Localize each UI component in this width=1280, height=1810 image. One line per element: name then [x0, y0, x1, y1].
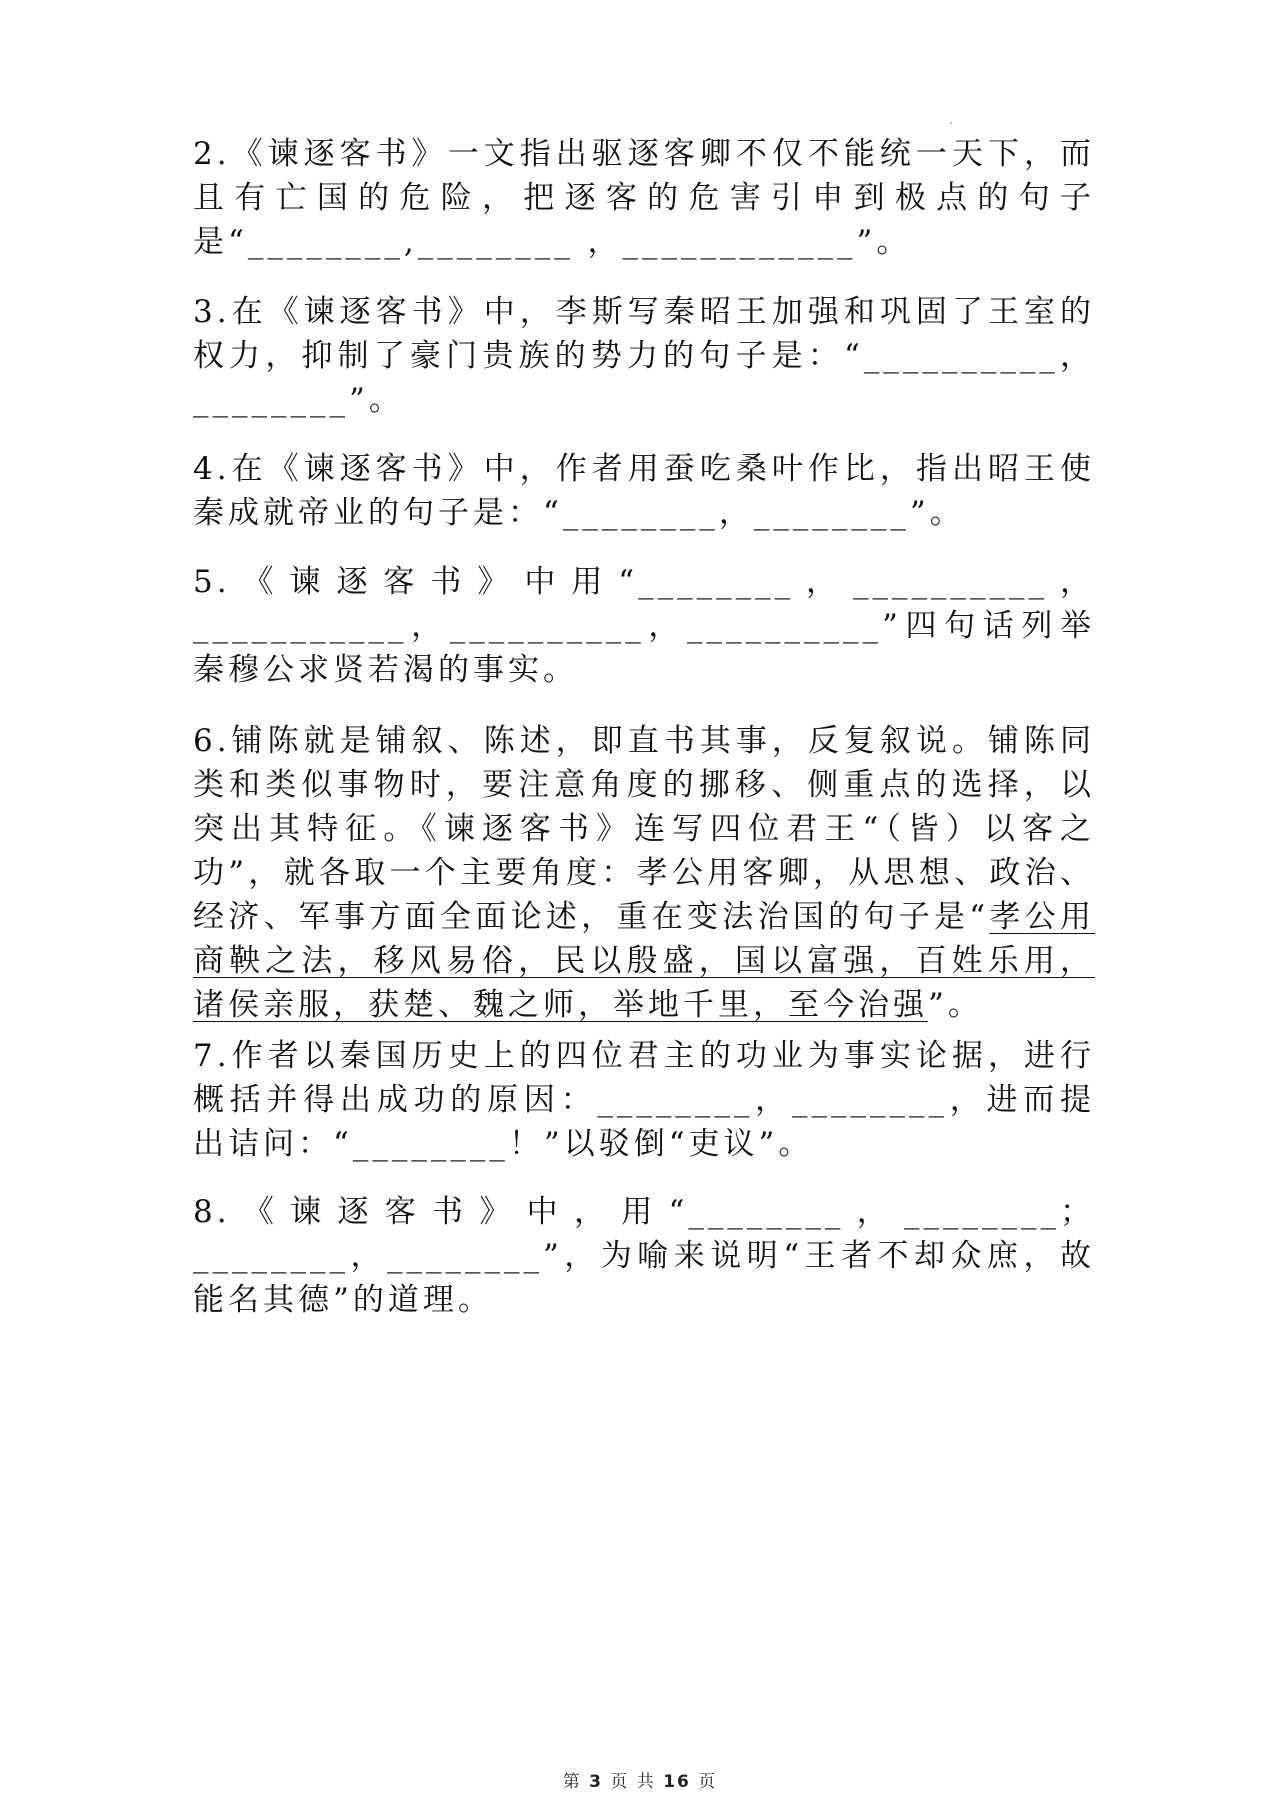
question-5: 5.《谏逐客书》中用“________，__________，___________，__________，__________”四句话列举秦穆公求贤若渴的事实。 [193, 564, 1095, 688]
question-6-answer: 孝公用商鞅之法，移风易俗，民以殷盛，国以富强，百姓乐用，诸侯亲服，获楚、魏之师，举地千里，至今治强 [193, 899, 1095, 1023]
question-7: 7.作者以秦国历史上的四位君主的功业为事实论据，进行概括并得出成功的原因：________，________，进而提出诘问：“________！”以驳倒“吏议”。 [193, 1038, 1095, 1162]
footer-prefix: 第 [562, 1772, 582, 1792]
question-6 [193, 719, 1095, 1027]
page-footer [0, 1767, 1280, 1792]
question-6-text: 6.铺陈就是铺叙、陈述，即直书其事，反复叙说。铺陈同类和类似事物时，要注意角度的挪移、侧重点的选择，以突出其特征。《谏逐客书》连写四位君王“（皆）以客之功”，就各取一个主要角度：孝公用客卿，从思想、政治、经济、军事方面全面论述，重在变法治国的句子是“ [193, 723, 1095, 935]
footer-middle: 页 共 [610, 1772, 656, 1792]
question-8: 8.《谏逐客书》中，用“________，________；________，________”，为喻来说明“王者不却众庶，故能名其德”的道理。 [193, 1194, 1095, 1318]
footer-suffix: 页 [698, 1772, 718, 1792]
scan-speck [950, 122, 952, 124]
question-4: 4.在《谏逐客书》中，作者用蚕吃桑叶作比，指出昭王使秦成就帝业的句子是：“________，________”。 [193, 451, 1095, 531]
question-2: 2.《谏逐客书》一文指出驱逐客卿不仅不能统一天下，而且有亡国的危险，把逐客的危害引申到极点的句子是“________,________ ，____________”。 [193, 136, 1095, 260]
question-6-tail: ”。 [928, 987, 983, 1023]
footer-page-number: 3 [589, 1772, 603, 1792]
footer-total-pages: 16 [663, 1772, 691, 1792]
question-3: 3.在《谏逐客书》中，李斯写秦昭王加强和巩固了王室的权力，抑制了豪门贵族的势力的句子是：“__________，________”。 [193, 294, 1095, 418]
